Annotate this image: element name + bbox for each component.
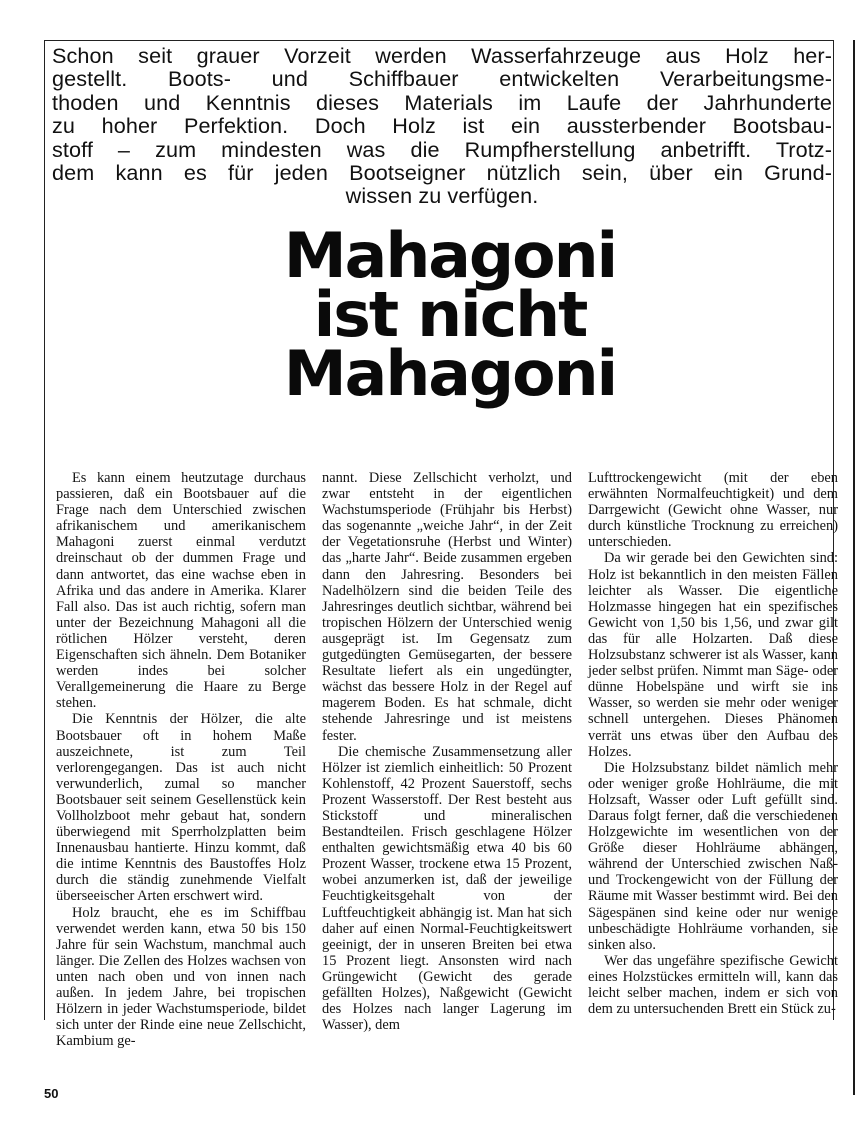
intro-line: gestellt. Boots- und Schiffbauer entwickelten Verarbeitungsme-	[52, 66, 832, 92]
intro-line: wissen zu verfügen.	[345, 183, 539, 209]
page-number: 50	[44, 1086, 59, 1101]
body-paragraph: nannt. Diese Zellschicht verholzt, und zwar entsteht in der eigentlichen Wachstumsperiode (Frühjahr bis Herbst) das sogenannte „weiche Jahr“, in der Zeit der Vegetationsruhe (Herbst und Winter) das „harte Jahr“. Beide zusammen ergeben dann den Jahresring. Besonders bei Nadelhölzern sind die beiden Teile des Jahresringes deutlich sichtbar, während bei tropischen Hölzern der Unterschied wenig ausgeprägt ist. Im Gegensatz zum gutgedüngten Gemüsegarten, der bessere Resultate liefert als ein ungedüngter, wächst das bessere Holz in der Regel auf magerem Boden. Es hat schmale, dicht stehende Jahresringe und ist meistens fester.	[322, 470, 572, 744]
headline-line: Mahagoni	[283, 219, 617, 292]
intro-line: thoden und Kenntnis dieses Materials im Laufe der Jahrhunderte	[52, 89, 832, 115]
body-paragraph: Es kann einem heutzutage durchaus passieren, daß ein Bootsbauer auf die Frage nach dem Unterschied zwischen afrikanischem und amerikanischem Mahagoni zuerst einmal verdutzt dreinschaut ob der dummen Frage und dann antwortet, das eine wachse eben in Afrika und das andere in Amerika. Klarer Fall also. Das ist auch richtig, sofern man unter der Bezeichnung Mahagoni all die rötlichen Hölzer versteht, deren Eigenschaften sich ähneln. Dem Botaniker werden indes bei solcher Verallgemeinerung die Haare zu Berge stehen.	[56, 470, 306, 712]
text-column-1	[56, 470, 306, 1050]
text-column-2	[322, 470, 572, 1034]
article-body	[56, 470, 838, 1050]
intro-line: stoff – zum mindesten was die Rumpfherstellung anbetrifft. Trotz-	[52, 136, 832, 162]
body-paragraph: Lufttrockengewicht (mit der eben erwähnten Normalfeuchtigkeit) und dem Darrgewicht (Gewicht ohne Wasser, nur durch künstliche Trocknung zu erreichen) unterschieden.	[588, 470, 838, 551]
body-paragraph: Da wir gerade bei den Gewichten sind: Holz ist bekanntlich in den meisten Fällen leichter als Wasser. Die eigentliche Holzmasse hingegen hat ein spezifisches Gewicht von 1,50 bis 1,56, und zwar gilt das für alle Holzarten. Daß diese Holzsubstanz schwerer ist als Wasser, kann jeder selbst prüfen. Nimmt man Säge- oder dünne Hobelspäne und wirft sie ins Wasser, so werden sie mehr oder weniger schnell untergehen. Dieses Phänomen verrät uns etwas über den Aufbau des Holzes.	[588, 550, 838, 760]
text-column-3	[588, 470, 838, 1026]
intro-line: zu hoher Perfektion. Doch Holz ist ein aussterbender Bootsbau-	[52, 113, 832, 139]
headline-line: ist nicht	[313, 278, 587, 351]
body-paragraph: Die Holzsubstanz bildet nämlich mehr oder weniger große Hohlräume, die mit Holzsaft, Wasser oder Luft gefüllt sind. Daraus folgt ferner, daß die verschiedenen Holzgewichte im wesentlichen von der Größe dieser Hohlräume abhängen, während der Unterschied zwischen Naß- und Trockengewicht von der Füllung der Räume mit Wasser bestimmt wird. Bei den Sägespänen sind keine oder nur wenige unbeschädigte Hohlräume vorhanden, sie sinken also.	[588, 759, 838, 953]
body-paragraph: Holz braucht, ehe es im Schiffbau verwendet werden kann, etwa 50 bis 150 Jahre für sein Wachstum, manchmal auch länger. Die Zellen des Holzes wachsen von unten nach oben und von innen nach außen. In jedem Jahre, bei tropischen Hölzern in jeder Wachstumsperiode, bildet sich unter der Rinde eine neue Zellschicht, Kambium ge-	[56, 904, 306, 1050]
body-paragraph: Die Kenntnis der Hölzer, die alte Bootsbauer oft in hohem Maße auszeichnete, ist zum Teil verlorengegangen. Das ist auch nicht verwunderlich, zumal so mancher Bootsbauer seit seinem Gesellenstück kein Vollholzboot mehr gebaut hat, sondern überwiegend mit Sperrholzplatten beim Innenausbau hantierte. Hinzu kommt, daß die intime Kenntnis des Baustoffes Holz durch die ständig zunehmende Vielfalt überseeischer Arten erschwert wird.	[56, 711, 306, 905]
headline-line: Mahagoni	[283, 337, 617, 410]
article-headline	[154, 219, 746, 410]
page-edge-rule	[853, 40, 855, 1095]
body-paragraph: Die chemische Zusammensetzung aller Hölzer ist ziemlich einheitlich: 50 Prozent Kohlenstoff, 42 Prozent Sauerstoff, sechs Prozent Wasserstoff. Der Rest besteht aus Stickstoff und mineralischen Bestandteilen. Frisch geschlagene Hölzer enthalten gewichtsmäßig etwa 40 bis 60 Prozent Wasser, trockene etwa 15 Prozent, wobei anzumerken ist, daß der jeweilige Feuchtigkeitsgehalt von der Luftfeuchtigkeit abhängig ist. Man hat sich daher auf einen Normal-Feuchtigkeitswert geeinigt, der in unseren Breiten bei etwa 15 Prozent liegt. Ansonsten wird nach Grüngewicht (Gewicht des gerade gefällten Holzes), Naßgewicht (Gewicht des Holzes nach langer Lagerung im Wasser), dem	[322, 743, 572, 1034]
intro-line: dem kann es für jeden Bootseigner nützlich sein, über ein Grund-	[52, 160, 832, 186]
intro-paragraph	[52, 44, 832, 208]
intro-line: Schon seit grauer Vorzeit werden Wasserfahrzeuge aus Holz her-	[52, 43, 832, 68]
body-paragraph: Wer das ungefähre spezifische Gewicht eines Holzstückes ermitteln will, kann das leicht selber machen, indem er sich von dem zu untersuchenden Brett ein Stück zu-	[588, 952, 838, 1018]
